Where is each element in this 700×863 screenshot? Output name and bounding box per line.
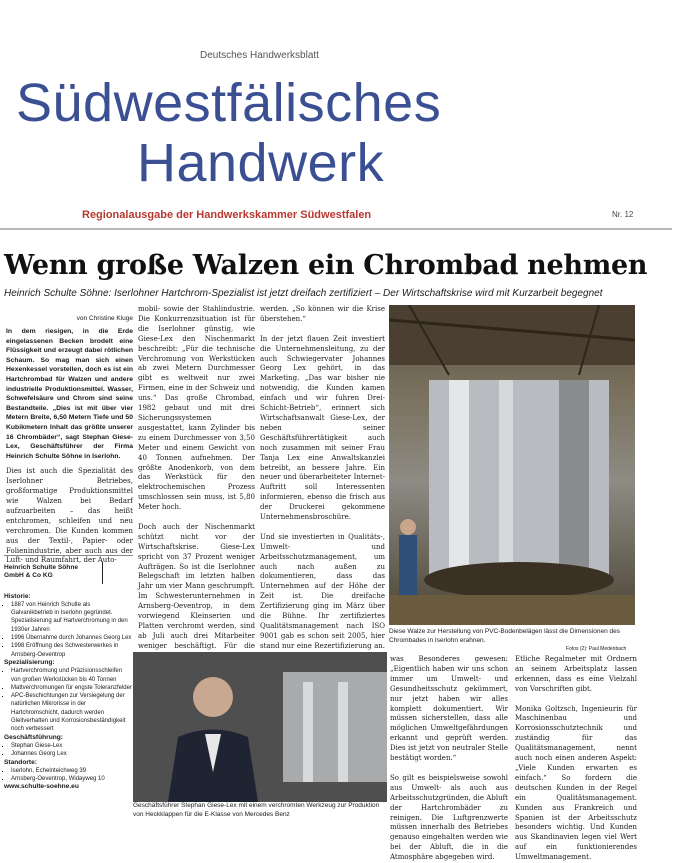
list-item: ▪ 1996 Übernahme durch Johannes Georg Lex [11,634,133,642]
managing-director-illustration [133,652,387,802]
masthead-title-line1: Südwestfälisches [16,73,442,133]
article-headline: Wenn große Walzen ein Chrombad nehmen [4,250,648,281]
infobox-website-link[interactable]: www.schulte-soehne.eu [4,783,79,791]
list-item: ▪ 1887 von Heinrich Schulte als Galvanikbetrieb in Iserlohn gegründet. Spezialisierung auf Hartverchromung in den 1930er Jahren [11,601,133,634]
article-lead: In dem riesigen, in die Erde eingelassenen Becken brodelt eine Flüssigkeit und erzeugt dabei rötlichen Schaum. So mag man sich einen Hexenkessel vorstellen, doch es ist ein Hartchrombad für Walzen und andere industrielle Produktionsmittel. Wasser, Schwefelsäure und Chrom sind seine Bestandteile. „Dies ist mit über vier Metern Breite, 6,50 Metern Tiefe und 50 Kubikmetern Inhalt das größte unserer 16 Chrombäder“, sagt Stephan Giese-Lex, Geschäftsführer der Firma Heinrich Schulte Söhne in Iserlohn. [6,328,133,460]
list-item: ▪ Iserlohn, Echelnteichweg 39 [11,767,133,775]
photo2-caption: Geschäftsführer Stephan Giese-Lex mit einem verchromten Werkzeug zur Produktion von Heckklappen für die E-Klasse von Mercedes Benz [133,802,380,818]
infobox-history-label: Historie: [4,592,31,600]
infobox-locations-label: Standorte: [4,758,37,766]
infobox-management-label: Geschäftsführung: [4,733,63,741]
chrome-roller-illustration [389,305,635,625]
list-item: ▪ Johannes Georg Lex [11,750,133,758]
list-item: ▪ APC-Beschichtungen zur Versiegelung der natürlichen Mikrorisse in der Hartchromschicht, dadurch werden Gleitverhalten und Korrosionsbeständigkeit noch verbessert [11,692,133,733]
article-column-2: mobil- sowie der Stahlindustrie. Die Konkurrenzsituation ist für die Iserlohner günstig, wie Giese-Lex den Nischenmarkt beschreibt: „Für die technische Verchromung von Werkstücken ab zwei Metern Durchmesser gibt es weltweit nur zwei Firmen, eine in der Schweiz und uns.“ Das große Chrombad, 1982 gebaut und mit drei Sicherungssystemen ausgestattet, kann Zylinder bis zu einem Durchmesser von 3,50 Meter und einem Gewicht von 40 Tonnen aufnehmen. Der größte Anodenkorb, von dem das Werkstück für den elektrochemischen Prozess umschlossen sein muss, ist 5,80 Meter hoch. Doch auch der Nischenmarkt schützt nicht vor der Wirtschaftskrise. Giese-Lex spricht von 37 Prozent weniger Aufträgen. So ist die Iserlohner Belegschaft im letzten halben Jahr um vier Mann geschrumpft. Im Schwesterunternehmen in Arnsberg-Oeventrop, in dem vorwiegend Kleinserien und Platten verchromt werden, sind ab Juli auch drei Mitarbeiter weniger beschäftigt. Für die [138,305,255,650]
article-paragraph: Dies ist auch die Spezialität des Iserlohner Betriebes, großformatige Produktionsmittel wie Walzen bei Bedarf aufzuarbeiten – das heißt entchromen, schleifen und neu verchromen. Die Kunden kommen aus der Textil-, Papier- oder Folienindustrie, aber auch aus der Luft- und Raumfahrt, der Auto- [6,467,133,565]
masthead-title-line2: Handwerk [137,133,385,193]
article-subheadline: Heinrich Schulte Söhne: Iserlohner Hartchrom-Spezialist ist jetzt dreifach zertifiziert – Der Wirtschaftskrise wird mit Kurzarbeit begegnet [4,288,603,299]
infobox-management-list [4,742,133,759]
list-item: ▪ 1998 Eröffnung des Schwesterwerkes in Arnsberg-Oeventrop [11,642,133,659]
managing-director-photo [133,652,387,802]
list-item: ▪ Hartverchromung und Präzisionsschleifen von großen Werkstücken bis 40 Tonnen [11,667,133,684]
company-infobox [4,555,133,801]
issue-number: Nr. 12 [612,210,634,219]
company-logo-icon [102,562,119,584]
article-byline: von Christine Kluge [76,315,133,322]
masthead-divider [0,228,672,230]
list-item: ▪ Stephan Giese-Lex [11,742,133,750]
infobox-specialization-list [4,667,133,733]
article-column-4: was Besonderes gewesen: „Eigentlich haben wir uns schon immer um Umwelt- und Gesundheitsschutz gekümmert, nur jetzt haben wir alles komplett dokumentiert. Wir müssen sicherstellen, dass alle möglichen Umweltgefährdungen erkannt und geprüft werden. Dies ist jetzt von neutraler Stelle bestätigt worden.“ So gilt es beispielsweise sowohl aus Umwelt- als auch aus Arbeitsschutzgründen, die Abluft der Hartchrombäder zu reinigen. Die Luftgrenzwerte müssen innerhalb des Betriebes genauso eingehalten werden wie bei der Abluft, die in die Atmosphäre abgegeben wird. [390,655,508,862]
article-column-3: werden. „So können wir die Krise überstehen.“ In der jetzt flauen Zeit investiert die Unternehmensleitung, zu der auch Schwiegervater Johannes Georg Lex gehört, in das Marketing. „Das war bisher nie notwendig, die Kunden kamen einfach und wir fuhren Drei-Schicht-Betrieb“, erinnert sich Wirtschaftsanwalt Giese-Lex, der neben seiner Geschäftsführertätigkeit auch noch zusammen mit seiner Frau Tanja Lex eine Anwaltskanzlei betreibt, an bessere Jahre. Ein neuer und überarbeiteter Internet-Auftritt soll Interessenten informieren, ebenso die frisch aus der Druckerei gekommene Unternehmensbroschüre. Und sie investierten in Qualitäts-, Umwelt- und Arbeitsschutzmanagement, um auch nach außen zu dokumentieren, dass das Unternehmen auf der Höhe der Zeit ist. Die dreifache Zertifizierung ging im März über die Bühne. Ihr zertifiziertes Qualitätsmanagement nach ISO 9001 gab es schon seit 2005, hier stand nur eine Rezertifizierung an. [260,305,385,650]
photo-credit: Fotos (2): Paul Medenbach [566,646,627,652]
list-item: ▪ Arnsberg-Oeventrop, Widayweg 10 [11,775,133,783]
newspaper-supertitle: Deutsches Handwerksblatt [200,50,319,61]
chrome-roller-photo [389,305,635,625]
infobox-company-name: Heinrich Schulte Söhne GmbH & Co KG [4,564,79,580]
infobox-locations-list [4,767,133,784]
article-column-1 [6,327,133,565]
regional-edition-label: Regionalausgabe der Handwerkskammer Südwestfalen [82,209,372,221]
photo1-caption: Diese Walze zur Herstellung von PVC-Bodenbelägen lässt die Dimensionen des Chrombades in Iserlohn erahnen. [389,628,620,644]
infobox-specialization-label: Spezialisierung: [4,658,55,666]
list-item: ▪ Mattverchromungen für engste Toleranzfelder [11,684,133,692]
article-column-5: Etliche Regalmeter mit Ordnern an seinem Arbeitsplatz lassen erkennen, dass es eine Vielzahl von Vorschriften gibt. Monika Goltzsch, Ingenieurin für Maschinenbau und Korrosionsschutztechnik und zuständig für das Qualitätsmanagement, nennt auch noch einen anderen Aspekt: „Viele Kunden erwarten es einfach.“ So fordern die deutschen Kunden in der Regel ein Qualitätsmanagement. Kunden aus Frankreich und Spanien ist der Arbeitsschutz besonders wichtig. Und Kunden aus Skandinavien legen viel Wert auf ein funktionierendes Umweltmanagement. [515,655,637,862]
infobox-history-list [4,601,133,659]
